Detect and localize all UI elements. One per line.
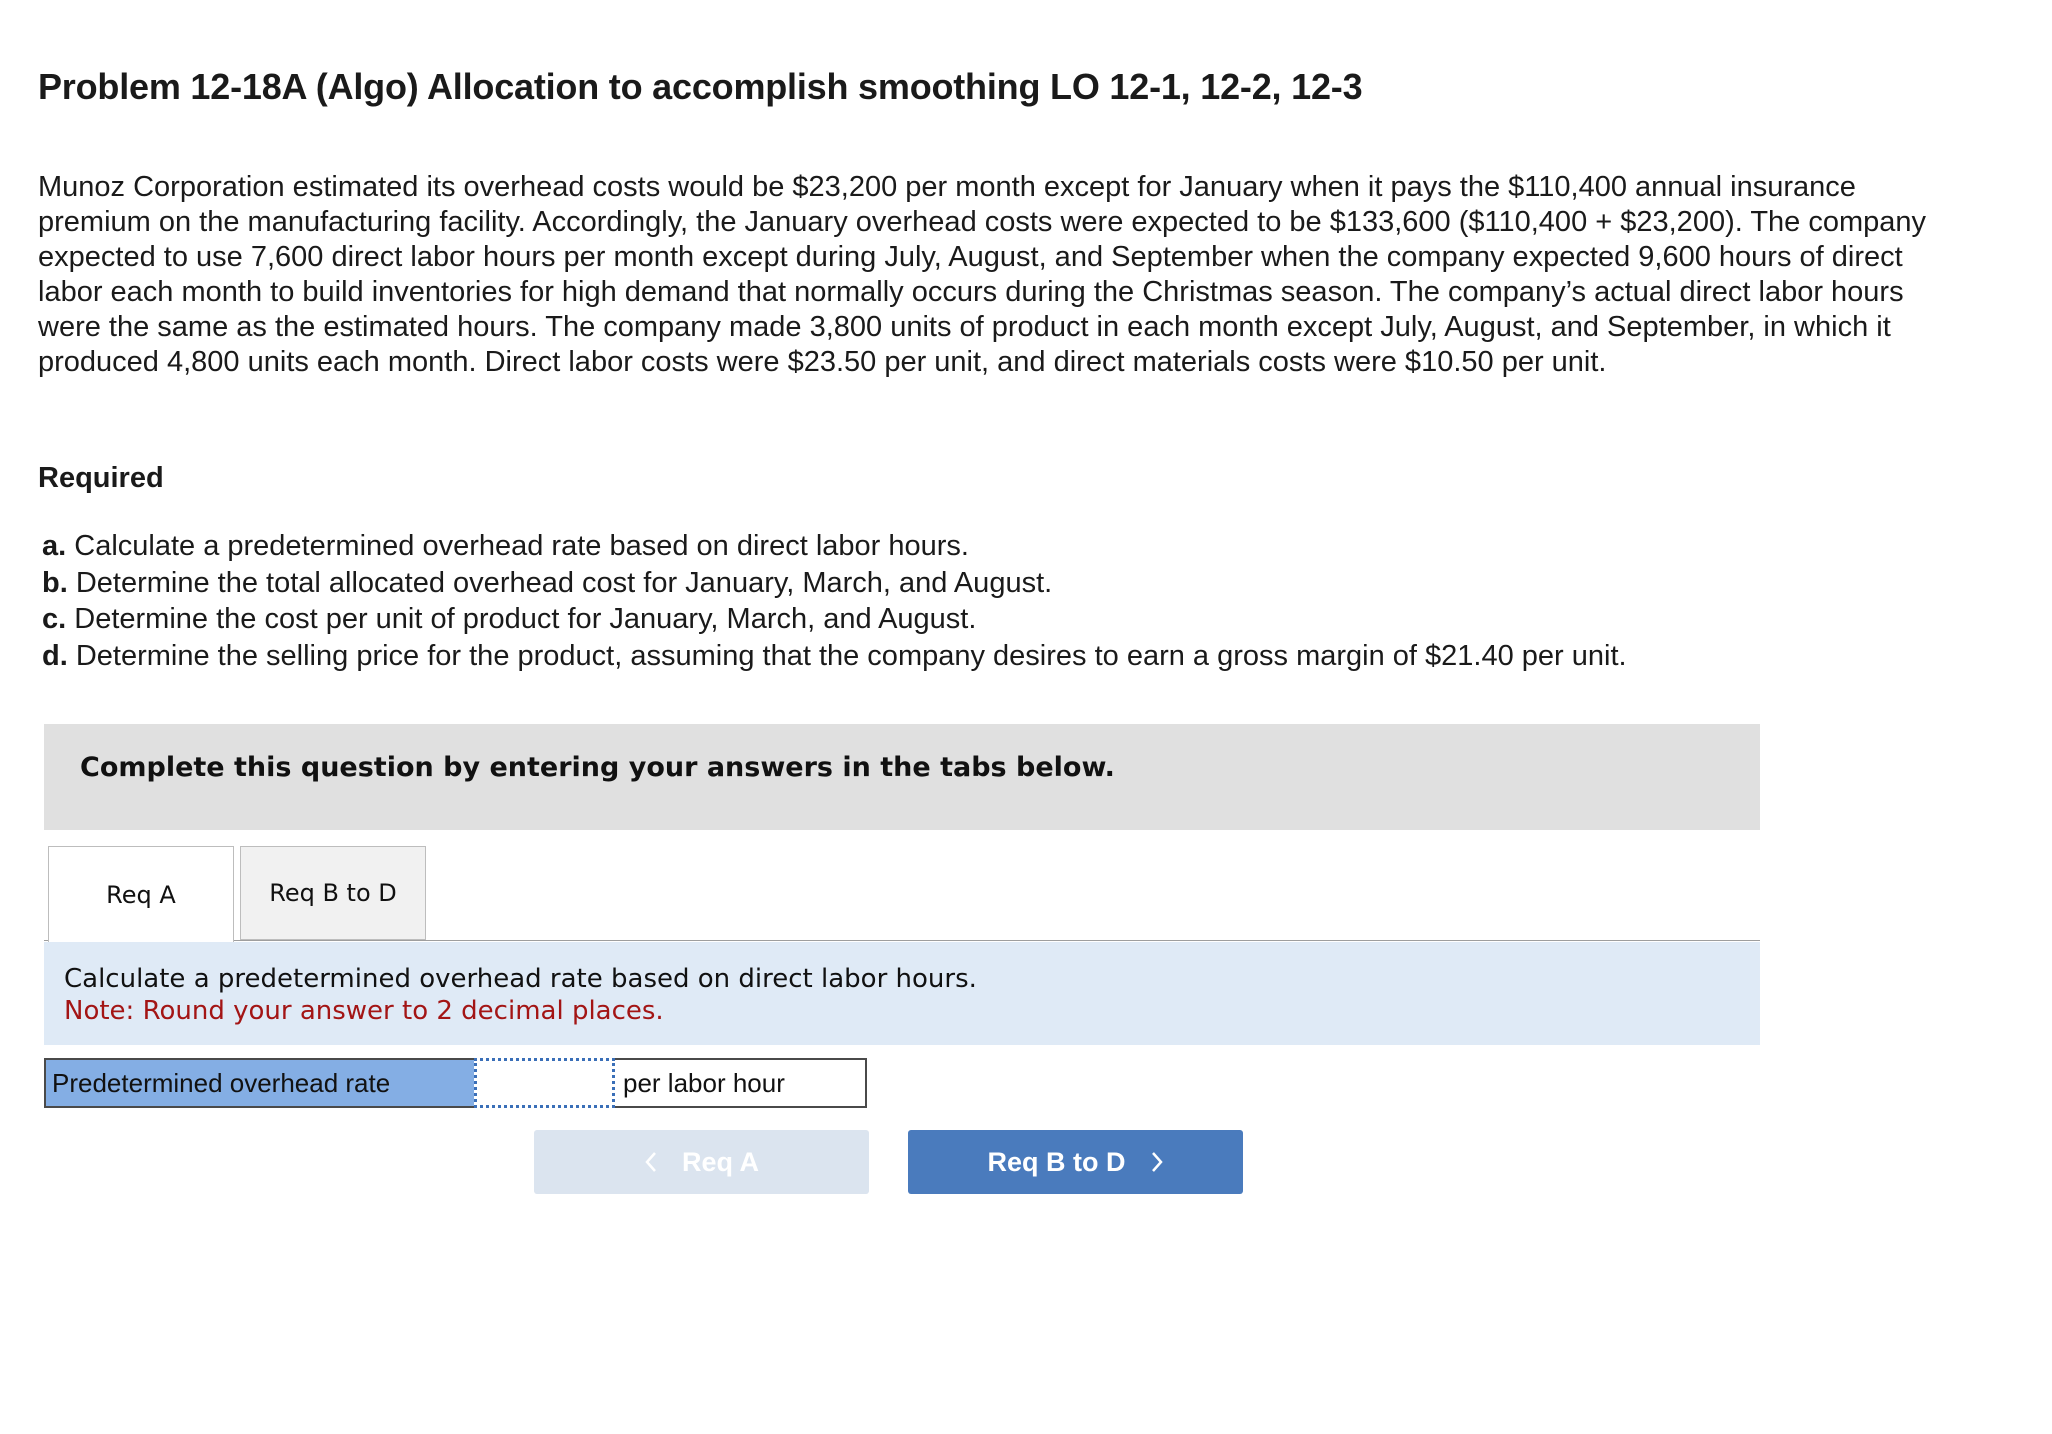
overhead-rate-unit: per labor hour — [615, 1058, 867, 1108]
problem-title: Problem 12-18A (Algo) Allocation to accomplish smoothing LO 12-1, 12-2, 12-3 — [38, 66, 1363, 107]
panel-prompt: Calculate a predetermined overhead rate based on direct labor hours. — [64, 964, 977, 994]
overhead-rate-input[interactable] — [474, 1058, 615, 1108]
required-item-text: Determine the selling price for the product, assuming that the company desires to earn a gross margin of $21.40 per unit. — [75, 639, 1627, 672]
tab-req-a[interactable]: Req A — [48, 846, 234, 942]
required-item-a — [42, 528, 1627, 565]
required-item-letter: d. — [42, 639, 68, 672]
required-item-text: Calculate a predetermined overhead rate based on direct labor hours. — [74, 530, 969, 562]
tab-divider — [44, 940, 1760, 941]
required-list — [42, 528, 1627, 674]
required-item-c — [42, 601, 1627, 638]
question-panel — [44, 942, 1760, 1045]
required-item-text: Determine the total allocated overhead cost for January, March, and August. — [75, 566, 1053, 599]
next-tab-button[interactable] — [908, 1130, 1243, 1194]
problem-intro: Munoz Corporation estimated its overhead costs would be $23,200 per month except for January when it pays the $110,400 annual insurance premium on the manufacturing facility. Accordingly, the January overhead costs were expected to be $133,600 ($110,400 + $23,200). The company expected to use 7,600 direct labor hours per month except during July, August, and September when the company expected 9,600 hours of direct labor each month to build inventories for high demand that normally occurs during the Christmas season. The company’s actual direct labor hours were the same as the estimated hours. The company made 3,800 units of product in each month except July, August, and September, in which it produced 4,800 units each month. Direct labor costs were $23.50 per unit, and direct materials costs were $10.50 per unit. — [38, 171, 1927, 378]
next-tab-label: Req B to D — [987, 1146, 1126, 1177]
required-item-letter: a. — [42, 530, 67, 562]
required-item-text: Determine the cost per unit of product for January, March, and August. — [74, 603, 977, 635]
instruction-text: Complete this question by entering your answers in the tabs below. — [80, 752, 1115, 783]
chevron-right-icon — [1150, 1151, 1164, 1173]
required-item-b — [42, 565, 1627, 602]
required-item-letter: b. — [42, 566, 68, 599]
required-heading: Required — [38, 462, 164, 494]
tab-req-b-to-d[interactable]: Req B to D — [240, 846, 426, 940]
overhead-rate-label: Predetermined overhead rate — [44, 1058, 474, 1108]
prev-tab-label: Req A — [681, 1146, 759, 1177]
rounding-note: Note: Round your answer to 2 decimal places. — [64, 996, 664, 1026]
instruction-box — [44, 724, 1760, 830]
required-item-d — [42, 638, 1627, 675]
chevron-left-icon — [644, 1151, 658, 1173]
prev-tab-button[interactable] — [534, 1130, 869, 1194]
required-item-letter: c. — [42, 603, 67, 635]
answer-row — [44, 1058, 867, 1108]
